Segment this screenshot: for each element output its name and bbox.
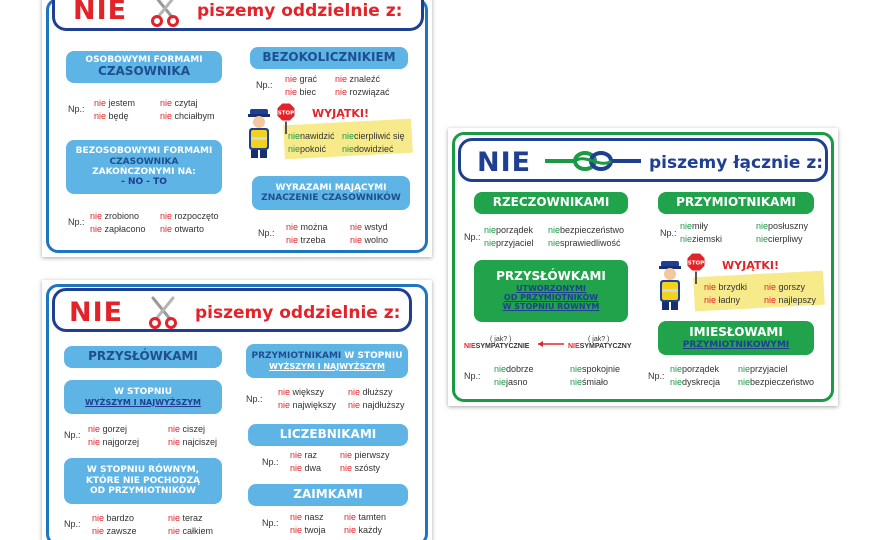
np-label: Np.:	[262, 518, 279, 528]
header-text: piszemy oddzielnie z:	[197, 1, 403, 21]
wyjatki-col-1: nie brzydki nie ładny	[704, 282, 748, 305]
np-label: Np.:	[258, 228, 275, 238]
example-col-2: nie teraz nie całkiem	[168, 513, 214, 536]
zaimkami-label: ZAIMKAMI	[248, 484, 408, 506]
imieslowami-label: IMIESŁOWAMI PRZYMIOTNIKOWYMI	[658, 321, 814, 355]
example-col-1: nie grać nie biec	[285, 74, 318, 97]
nie-title: NIE	[477, 147, 532, 178]
jak-right: ( jak? )	[588, 336, 610, 343]
example-col-1: nie zrobiono nie zapłacono	[90, 211, 146, 234]
example-col-1: nie jestem nie będę	[94, 98, 136, 121]
przyslowkami-label: PRZYSŁÓWKAMI	[64, 346, 222, 368]
np-label: Np.:	[68, 217, 85, 227]
scissors-icon	[147, 0, 183, 28]
example-col-2: nieprzyjaciel niebezpieczeństwo	[738, 364, 815, 387]
arrow-left-icon	[536, 339, 566, 349]
np-label: Np.:	[64, 430, 81, 440]
jak-left: ( jak? )	[490, 336, 512, 343]
wyzszym-label: W STOPNIU WYŻSZYM I NAJWYŻSZYM	[64, 380, 222, 414]
example-col-1: nie nasz nie twoja	[290, 512, 326, 535]
np-label: Np.:	[256, 80, 273, 90]
example-col-2: nie pierwszy nie szósty	[340, 450, 390, 473]
przymiotnikami-label: PRZYMIOTNIKAMI W STOPNIU WYŻSZYM I NAJWYŻSZYM	[246, 344, 408, 378]
np-label: Np.:	[262, 457, 279, 467]
example-col-1: nie raz nie dwa	[290, 450, 322, 473]
np-label: Np.:	[648, 371, 665, 381]
poster-header	[458, 138, 828, 182]
bezokolicznikiem-label: BEZOKOLICZNIKIEM	[250, 47, 408, 69]
example-col-2: nie wstyd nie wolno	[350, 222, 389, 245]
derived-adverb: NIESYMPATYCZNIE	[464, 343, 530, 350]
np-label: Np.:	[64, 519, 81, 529]
example-col-1: nie gorzej nie najgorzej	[88, 424, 140, 447]
example-col-2: nie ciszej nie najciszej	[168, 424, 218, 447]
poster-oddzielnie-1	[42, 0, 432, 257]
example-col-1: nieporządek nieprzyjaciel	[484, 225, 534, 248]
nie-title: NIE	[69, 297, 124, 328]
example-col-2: nie znaleźć nie rozwiązać	[335, 74, 390, 97]
wyjatki-title: WYJĄTKI!	[312, 107, 369, 120]
np-label: Np.:	[464, 371, 481, 381]
wyjatki-title: WYJĄTKI!	[722, 259, 779, 272]
rope-knot-icon	[545, 149, 641, 173]
example-col-2: nie czytaj nie chciałbym	[160, 98, 215, 121]
example-col-2: nie dłuższy nie najdłuższy	[348, 387, 405, 410]
example-col-2: niespokojnie nieśmiało	[570, 364, 621, 387]
stop-sign-icon	[686, 252, 706, 284]
poster-header	[52, 0, 424, 31]
example-col-2: nie rozpoczęto nie otwarto	[160, 211, 219, 234]
example-col-1: nieporządek niedyskrecja	[670, 364, 721, 387]
np-label: Np.:	[464, 232, 481, 242]
bezosobowymi-label: BEZOSOBOWYMI FORMAMI CZASOWNIKA ZAKOŃCZONYMI NA: - NO - TO	[66, 140, 222, 194]
header-text: piszemy łącznie z:	[649, 153, 824, 173]
wyrazami-label: WYRAZAMI MAJĄCYMI ZNACZENIE CZASOWNIKÓW	[252, 176, 410, 210]
wyjatki-col-2: niecierpliwić się niedowidzieć	[342, 131, 405, 154]
example-col-1: nie bardzo nie zawsze	[92, 513, 137, 536]
example-col-1: niedobrze niejasno	[494, 364, 534, 387]
poster-header	[52, 288, 412, 332]
osobowymi-label: OSOBOWYMI FORMAMI CZASOWNIKA	[66, 51, 222, 83]
svg-text:STOP: STOP	[687, 260, 705, 267]
poster-oddzielnie-2	[42, 280, 432, 540]
poster-lacznie	[448, 128, 838, 406]
rzeczownikami-label: RZECZOWNIKAMI	[474, 192, 628, 214]
np-label: Np.:	[660, 228, 677, 238]
source-adjective: NIESYMPATYCZNY	[568, 343, 632, 350]
przyslowkami-label: PRZYSŁÓWKAMI UTWORZONYMI OD PRZYMIOTNIKÓW W STOPNIU RÓWNYM	[474, 260, 628, 322]
wyjatki-col-1: nienawidzić niepokoić	[288, 131, 335, 154]
example-col-1: nie można nie trzeba	[286, 222, 328, 245]
example-col-2: nieposłuszny niecierpliwy	[756, 221, 809, 244]
liczebnikami-label: LICZEBNIKAMI	[248, 424, 408, 446]
przymiotnikami-label: PRZYMIOTNIKAMI	[658, 192, 814, 214]
example-col-1: nie większy nie największy	[278, 387, 337, 410]
rownym-label: W STOPNIU RÓWNYM, KTÓRE NIE POCHODZĄ OD PRZYMIOTNIKÓW	[64, 458, 222, 504]
np-label: Np.:	[246, 394, 263, 404]
header-text: piszemy oddzielnie z:	[195, 303, 401, 323]
wyjatki-col-2: nie gorszy nie najlepszy	[764, 282, 817, 305]
np-label: Np.:	[68, 104, 85, 114]
example-col-2: niebezpieczeństwo niesprawiedliwość	[548, 225, 625, 248]
scissors-icon	[145, 294, 181, 330]
example-col-2: nie tamten nie każdy	[344, 512, 387, 535]
svg-text:STOP: STOP	[277, 110, 295, 117]
nie-title: NIE	[73, 0, 128, 26]
example-col-1: niemiły nieziemski	[680, 221, 723, 244]
